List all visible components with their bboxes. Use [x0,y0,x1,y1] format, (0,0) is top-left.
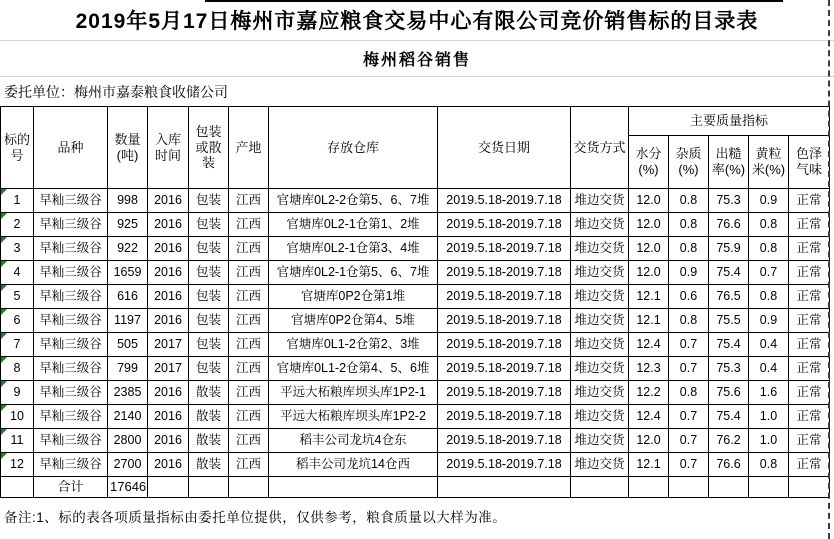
cell-delivery_date: 2019.5.18-2019.7.18 [438,357,571,381]
total-cell-empty [709,477,749,498]
cell-variety: 早籼三级谷 [34,285,108,309]
cell-yellow_grain: 0.8 [749,453,789,477]
cell-origin: 江西 [229,285,269,309]
table-row [1,237,830,261]
total-cell-quantity: 17646 [108,477,148,498]
header-delivery-date: 交货日期 [438,107,571,189]
header-origin: 产地 [229,107,269,189]
total-cell-empty [189,477,229,498]
cell-quantity: 2140 [108,405,148,429]
cell-lot: 8 [1,357,34,381]
cell-color_smell: 正常 [789,453,830,477]
cell-color_smell: 正常 [789,285,830,309]
table-row [1,429,830,453]
cell-storage_time: 2016 [148,429,189,453]
cell-delivery_date: 2019.5.18-2019.7.18 [438,237,571,261]
header-impurity: 杂质(%) [669,136,709,189]
cell-moisture: 12.2 [629,381,669,405]
footnote: 备注:1、标的表各项质量指标由委托单位提供，仅供参考，粮食质量以大样为准。 [4,510,507,525]
cell-quantity: 1197 [108,309,148,333]
total-cell-empty [629,477,669,498]
cell-warehouse: 官塘库0L2-1仓第3、4堆 [269,237,438,261]
cell-yellow_grain: 0.4 [749,357,789,381]
cell-variety: 早籼三级谷 [34,333,108,357]
cell-origin: 江西 [229,453,269,477]
cell-color_smell: 正常 [789,333,830,357]
cell-origin: 江西 [229,381,269,405]
cell-lot: 2 [1,213,34,237]
cell-packaging: 包装 [189,357,229,381]
cell-impurity: 0.7 [669,405,709,429]
cell-delivery_date: 2019.5.18-2019.7.18 [438,285,571,309]
cell-moisture: 12.0 [629,237,669,261]
cell-brown_rice_rate: 75.4 [709,261,749,285]
cell-origin: 江西 [229,405,269,429]
cell-delivery_method: 堆边交货 [571,189,629,213]
cell-lot: 10 [1,405,34,429]
cell-color_smell: 正常 [789,189,830,213]
total-cell-label: 合计 [34,477,108,498]
cell-moisture: 12.0 [629,189,669,213]
table-row [1,357,830,381]
cell-origin: 江西 [229,333,269,357]
comment-triangle-icon [1,429,7,435]
cell-quantity: 925 [108,213,148,237]
cell-lot: 12 [1,453,34,477]
cell-yellow_grain: 1.0 [749,405,789,429]
cell-yellow_grain: 0.9 [749,309,789,333]
header-packaging: 包装或散装 [189,107,229,189]
cell-origin: 江西 [229,309,269,333]
cell-warehouse: 平远大柘粮库坝头库1P2-2 [269,405,438,429]
cell-storage_time: 2016 [148,309,189,333]
cell-quantity: 2700 [108,453,148,477]
cell-color_smell: 正常 [789,357,830,381]
cell-packaging: 包装 [189,261,229,285]
table-row [1,309,830,333]
cell-storage_time: 2016 [148,405,189,429]
comment-triangle-icon [1,309,7,315]
cell-color_smell: 正常 [789,405,830,429]
cell-impurity: 0.7 [669,357,709,381]
header-color-smell: 色泽气味 [789,136,830,189]
cell-packaging: 散装 [189,453,229,477]
cell-origin: 江西 [229,213,269,237]
cell-delivery_method: 堆边交货 [571,429,629,453]
cell-variety: 早籼三级谷 [34,453,108,477]
table-row [1,453,830,477]
cell-delivery_method: 堆边交货 [571,213,629,237]
cell-storage_time: 2016 [148,189,189,213]
cell-brown_rice_rate: 75.4 [709,405,749,429]
comment-triangle-icon [1,333,7,339]
cell-moisture: 12.0 [629,213,669,237]
cell-quantity: 2800 [108,429,148,453]
cell-lot: 9 [1,381,34,405]
cell-brown_rice_rate: 75.3 [709,189,749,213]
total-cell-empty [148,477,189,498]
cell-impurity: 0.6 [669,285,709,309]
total-cell-empty [789,477,830,498]
cell-brown_rice_rate: 76.2 [709,429,749,453]
cell-packaging: 散装 [189,405,229,429]
cell-impurity: 0.7 [669,429,709,453]
cell-delivery_date: 2019.5.18-2019.7.18 [438,309,571,333]
header-moisture: 水分(%) [629,136,669,189]
cell-warehouse: 官塘库0L1-2仓第4、5、6堆 [269,357,438,381]
cell-impurity: 0.7 [669,453,709,477]
cell-warehouse: 官塘库0L2-1仓第1、2堆 [269,213,438,237]
cell-delivery_method: 堆边交货 [571,309,629,333]
comment-triangle-icon [1,261,7,267]
cell-warehouse: 官塘库0P2仓第4、5堆 [269,309,438,333]
cell-warehouse: 平远大柘粮库坝头库1P2-1 [269,381,438,405]
cell-variety: 早籼三级谷 [34,405,108,429]
cell-quantity: 616 [108,285,148,309]
cell-variety: 早籼三级谷 [34,213,108,237]
comment-triangle-icon [1,189,7,195]
cell-impurity: 0.8 [669,237,709,261]
header-delivery-method: 交货方式 [571,107,629,189]
total-cell-empty [269,477,438,498]
header-lot: 标的号 [1,107,34,189]
cell-moisture: 12.0 [629,429,669,453]
header-brown-rice-rate: 出糙率(%) [709,136,749,189]
comment-triangle-icon [1,381,7,387]
cell-brown_rice_rate: 75.4 [709,333,749,357]
cell-lot: 5 [1,285,34,309]
cell-storage_time: 2016 [148,261,189,285]
cell-storage_time: 2016 [148,381,189,405]
cell-yellow_grain: 0.8 [749,237,789,261]
cell-yellow_grain: 0.8 [749,285,789,309]
cell-delivery_date: 2019.5.18-2019.7.18 [438,333,571,357]
page-title: 2019年5月17日梅州市嘉应粮食交易中心有限公司竞价销售标的目录表 [0,0,834,41]
cell-moisture: 12.4 [629,333,669,357]
cell-quantity: 799 [108,357,148,381]
cell-impurity: 0.9 [669,261,709,285]
cell-color_smell: 正常 [789,309,830,333]
cell-brown_rice_rate: 76.5 [709,285,749,309]
cell-impurity: 0.7 [669,333,709,357]
cell-brown_rice_rate: 75.9 [709,237,749,261]
cell-quantity: 998 [108,189,148,213]
cell-lot: 7 [1,333,34,357]
cell-origin: 江西 [229,189,269,213]
total-cell-lot [1,477,34,498]
cell-yellow_grain: 0.8 [749,213,789,237]
total-cell-empty [229,477,269,498]
cell-moisture: 12.1 [629,285,669,309]
cell-lot: 4 [1,261,34,285]
cell-color_smell: 正常 [789,381,830,405]
cell-brown_rice_rate: 76.6 [709,453,749,477]
cell-moisture: 12.0 [629,261,669,285]
cell-quantity: 922 [108,237,148,261]
cell-origin: 江西 [229,237,269,261]
table-row [1,189,830,213]
cell-warehouse: 官塘库0L2-2仓第5、6、7堆 [269,189,438,213]
cell-storage_time: 2016 [148,213,189,237]
cell-delivery_method: 堆边交货 [571,405,629,429]
cell-delivery_method: 堆边交货 [571,261,629,285]
comment-triangle-icon [1,213,7,219]
cell-warehouse: 官塘库0L2-1仓第5、6、7堆 [269,261,438,285]
cell-variety: 早籼三级谷 [34,381,108,405]
cell-yellow_grain: 1.0 [749,429,789,453]
cell-warehouse: 稻丰公司龙坑14仓西 [269,453,438,477]
cell-packaging: 包装 [189,213,229,237]
cell-color_smell: 正常 [789,237,830,261]
page-break-dashed-line [828,0,830,539]
cell-yellow_grain: 0.7 [749,261,789,285]
cell-storage_time: 2016 [148,453,189,477]
table-row [1,213,830,237]
cell-delivery_method: 堆边交货 [571,237,629,261]
cell-packaging: 散装 [189,381,229,405]
total-cell-empty [669,477,709,498]
cell-impurity: 0.8 [669,381,709,405]
cell-lot: 1 [1,189,34,213]
cell-origin: 江西 [229,261,269,285]
cell-yellow_grain: 0.9 [749,189,789,213]
comment-triangle-icon [1,453,7,459]
cell-delivery_date: 2019.5.18-2019.7.18 [438,189,571,213]
header-warehouse: 存放仓库 [269,107,438,189]
cell-color_smell: 正常 [789,261,830,285]
catalog-table [0,106,830,498]
cell-quantity: 1659 [108,261,148,285]
cell-delivery_date: 2019.5.18-2019.7.18 [438,429,571,453]
cell-brown_rice_rate: 75.6 [709,381,749,405]
cell-lot: 3 [1,237,34,261]
header-quantity: 数量(吨) [108,107,148,189]
total-cell-empty [438,477,571,498]
title-top-border [205,0,783,2]
table-row [1,333,830,357]
cell-delivery_method: 堆边交货 [571,453,629,477]
cell-warehouse: 官塘库0P2仓第1堆 [269,285,438,309]
cell-variety: 早籼三级谷 [34,309,108,333]
cell-delivery_date: 2019.5.18-2019.7.18 [438,453,571,477]
cell-warehouse: 官塘库0L1-2仓第2、3堆 [269,333,438,357]
cell-impurity: 0.8 [669,189,709,213]
cell-delivery_method: 堆边交货 [571,357,629,381]
cell-moisture: 12.1 [629,453,669,477]
consignor-line: 委托单位：梅州市嘉泰粮食收储公司 [4,83,228,100]
cell-delivery_date: 2019.5.18-2019.7.18 [438,381,571,405]
cell-variety: 早籼三级谷 [34,189,108,213]
cell-moisture: 12.4 [629,405,669,429]
cell-storage_time: 2017 [148,333,189,357]
comment-triangle-icon [1,237,7,243]
cell-packaging: 包装 [189,309,229,333]
cell-warehouse: 稻丰公司龙坑4仓东 [269,429,438,453]
cell-moisture: 12.1 [629,309,669,333]
cell-brown_rice_rate: 75.5 [709,309,749,333]
cell-packaging: 包装 [189,189,229,213]
cell-delivery_method: 堆边交货 [571,381,629,405]
comment-triangle-icon [1,285,7,291]
cell-variety: 早籼三级谷 [34,261,108,285]
total-cell-empty [571,477,629,498]
header-variety: 品种 [34,107,108,189]
table-body [1,189,830,477]
cell-color_smell: 正常 [789,213,830,237]
table-row [1,261,830,285]
cell-brown_rice_rate: 75.3 [709,357,749,381]
cell-yellow_grain: 1.6 [749,381,789,405]
total-row [1,477,830,498]
cell-delivery_date: 2019.5.18-2019.7.18 [438,261,571,285]
cell-packaging: 散装 [189,429,229,453]
cell-variety: 早籼三级谷 [34,429,108,453]
page-subtitle: 梅州稻谷销售 [0,41,834,77]
header-storage-time: 入库时间 [148,107,189,189]
table-row [1,381,830,405]
cell-packaging: 包装 [189,333,229,357]
cell-variety: 早籼三级谷 [34,237,108,261]
cell-color_smell: 正常 [789,429,830,453]
comment-triangle-icon [1,357,7,363]
total-cell-empty [749,477,789,498]
header-quality-group: 主要质量指标 [629,107,830,136]
cell-lot: 11 [1,429,34,453]
cell-quantity: 505 [108,333,148,357]
cell-delivery_date: 2019.5.18-2019.7.18 [438,213,571,237]
cell-storage_time: 2016 [148,237,189,261]
header-yellow-grain: 黄粒米(%) [749,136,789,189]
cell-yellow_grain: 0.4 [749,333,789,357]
cell-storage_time: 2017 [148,357,189,381]
table-row [1,405,830,429]
comment-triangle-icon [1,405,7,411]
cell-storage_time: 2016 [148,285,189,309]
cell-packaging: 包装 [189,285,229,309]
cell-delivery_method: 堆边交货 [571,333,629,357]
cell-quantity: 2385 [108,381,148,405]
cell-variety: 早籼三级谷 [34,357,108,381]
table-header [1,107,830,189]
cell-impurity: 0.8 [669,213,709,237]
cell-packaging: 包装 [189,237,229,261]
cell-delivery_date: 2019.5.18-2019.7.18 [438,405,571,429]
cell-impurity: 0.8 [669,309,709,333]
cell-delivery_method: 堆边交货 [571,285,629,309]
cell-brown_rice_rate: 76.6 [709,213,749,237]
table-row [1,285,830,309]
cell-lot: 6 [1,309,34,333]
cell-origin: 江西 [229,429,269,453]
cell-origin: 江西 [229,357,269,381]
cell-moisture: 12.3 [629,357,669,381]
